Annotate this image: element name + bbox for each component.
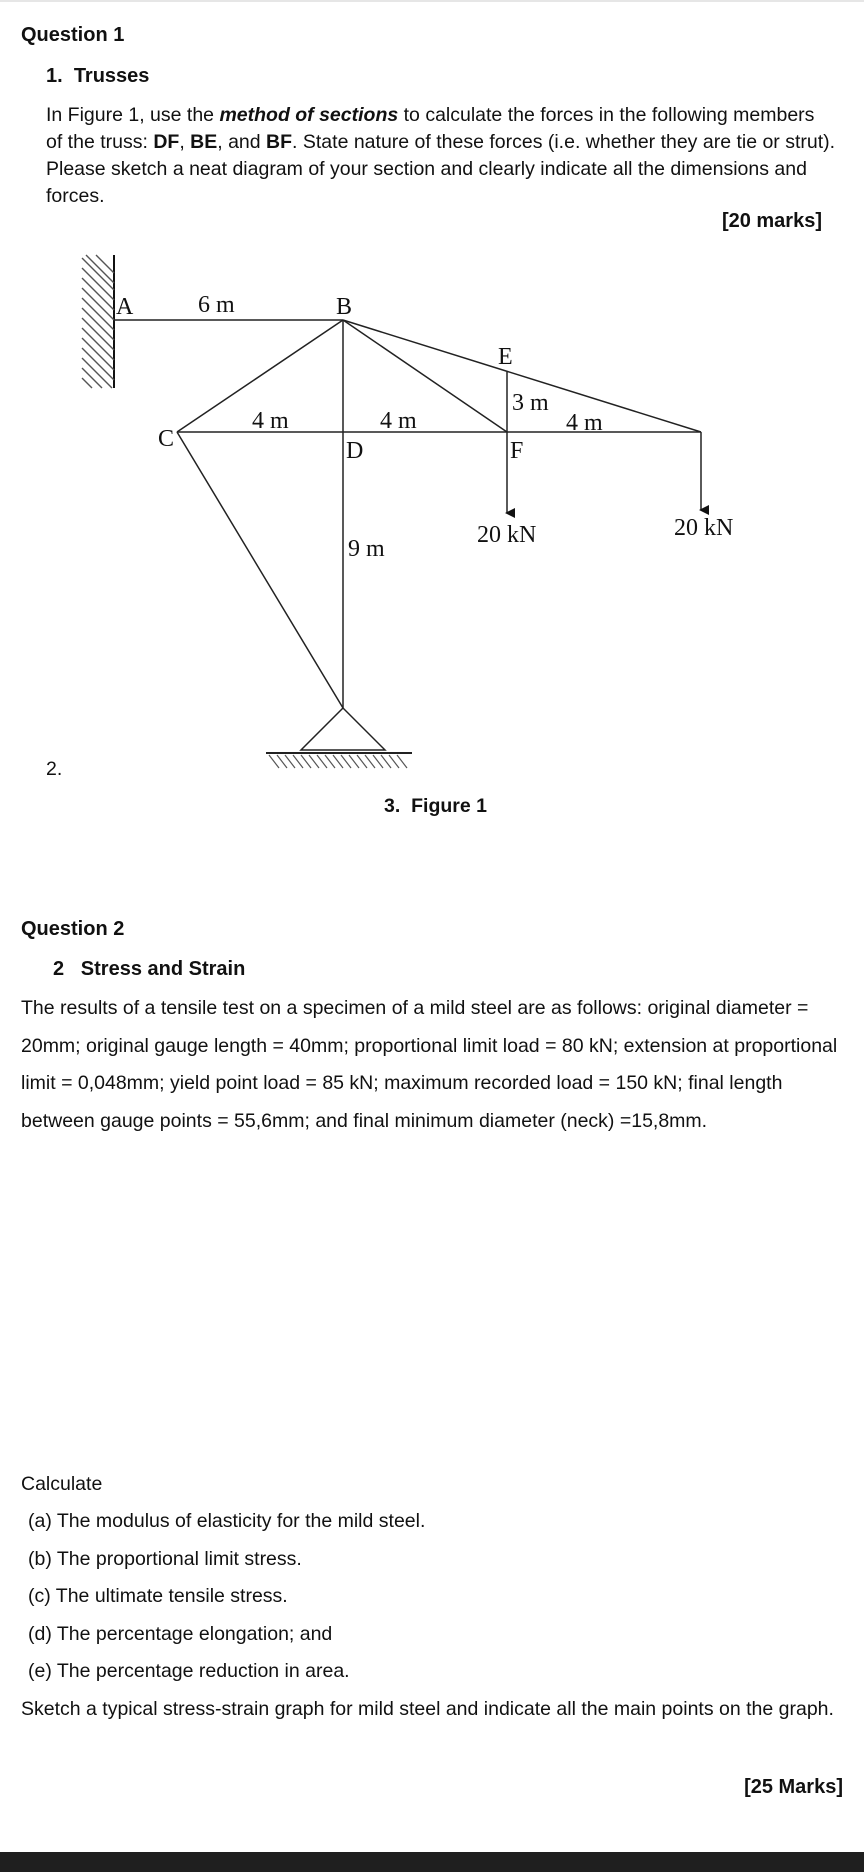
section-number: 2 [53,958,65,980]
section-heading-stress-strain [53,958,245,981]
para-text: to calculate the forces in the following members of the truss: [46,104,815,153]
node-label-c: C [158,426,175,452]
list-item-c: (c) The ultimate tensile stress. [28,1585,288,1607]
member-bf: BF [266,131,293,153]
section-title: Trusses [73,65,150,87]
bottom-bar [0,1852,864,1872]
member-c-support [177,432,343,708]
question-2-paragraph: The results of a tensile test on a specimen of a mild steel are as follows: original diameter = 20mm; original gauge length = 40mm; proportional limit load = 80 kN; extension at proportional limit = 0,048mm; yield point load = 85 kN; maximum recorded load = 150 kN; final length between gauge points = 55,6mm; and final minimum diameter (neck) =15,8mm. [21,997,838,1132]
pin-support [266,708,412,768]
section-heading-trusses [46,65,149,88]
truss-diagram [74,248,774,778]
para-text: , and [217,131,267,153]
node-label-e: E [498,344,513,370]
question-1-marks: [20 marks] [721,210,822,232]
load-label-end: 20 kN [674,515,734,541]
list-item-b: (b) The proportional limit stress. [28,1548,302,1570]
node-label-b: B [336,294,353,320]
para-text: . State nature of these forces (i.e. whether they are tie or strut). Please sketch a neat diagram of your section and clearly indicate all the dimensions and forces. [46,131,836,207]
dim-label-ab: 6 m [198,292,235,318]
caption-number: 3. [384,795,401,817]
member-bf [343,320,507,432]
question-2-marks: [25 Marks] [744,1776,843,1798]
list-item-2: 2. [46,758,63,780]
truss-members [114,320,701,708]
para-text: , [179,131,191,153]
dim-label-cd: 4 m [252,408,289,434]
node-label-a: A [116,294,134,320]
dim-label-ef: 3 m [512,390,549,416]
dim-label-bd: 9 m [348,536,385,562]
section-title: Stress and Strain [80,958,246,980]
caption-text: Figure 1 [411,795,487,817]
question-1-title: Question 1 [21,24,125,46]
question-1-paragraph [46,102,836,210]
wall-support [82,255,114,388]
list-item-a: (a) The modulus of elasticity for the mild steel. [28,1510,426,1532]
top-divider [0,0,864,2]
section-number: 1. [46,65,63,87]
para-text: In Figure 1, use the [46,104,220,126]
member-df: DF [153,131,180,153]
sketch-instruction: Sketch a typical stress-strain graph for mild steel and indicate all the main points on the graph. [21,1698,834,1720]
calculate-label: Calculate [21,1473,103,1495]
load-label-f: 20 kN [477,522,537,548]
member-be: BE [190,131,218,153]
dim-label-f-end: 4 m [566,410,603,436]
dim-label-df: 4 m [380,408,417,434]
question-2-title: Question 2 [21,918,125,940]
list-item-e: (e) The percentage reduction in area. [28,1660,350,1682]
figure-caption [384,795,487,818]
node-label-f: F [510,438,524,464]
method-of-sections-emphasis: method of sections [219,104,399,126]
node-label-d: D [346,438,364,464]
list-item-d: (d) The percentage elongation; and [28,1623,333,1645]
